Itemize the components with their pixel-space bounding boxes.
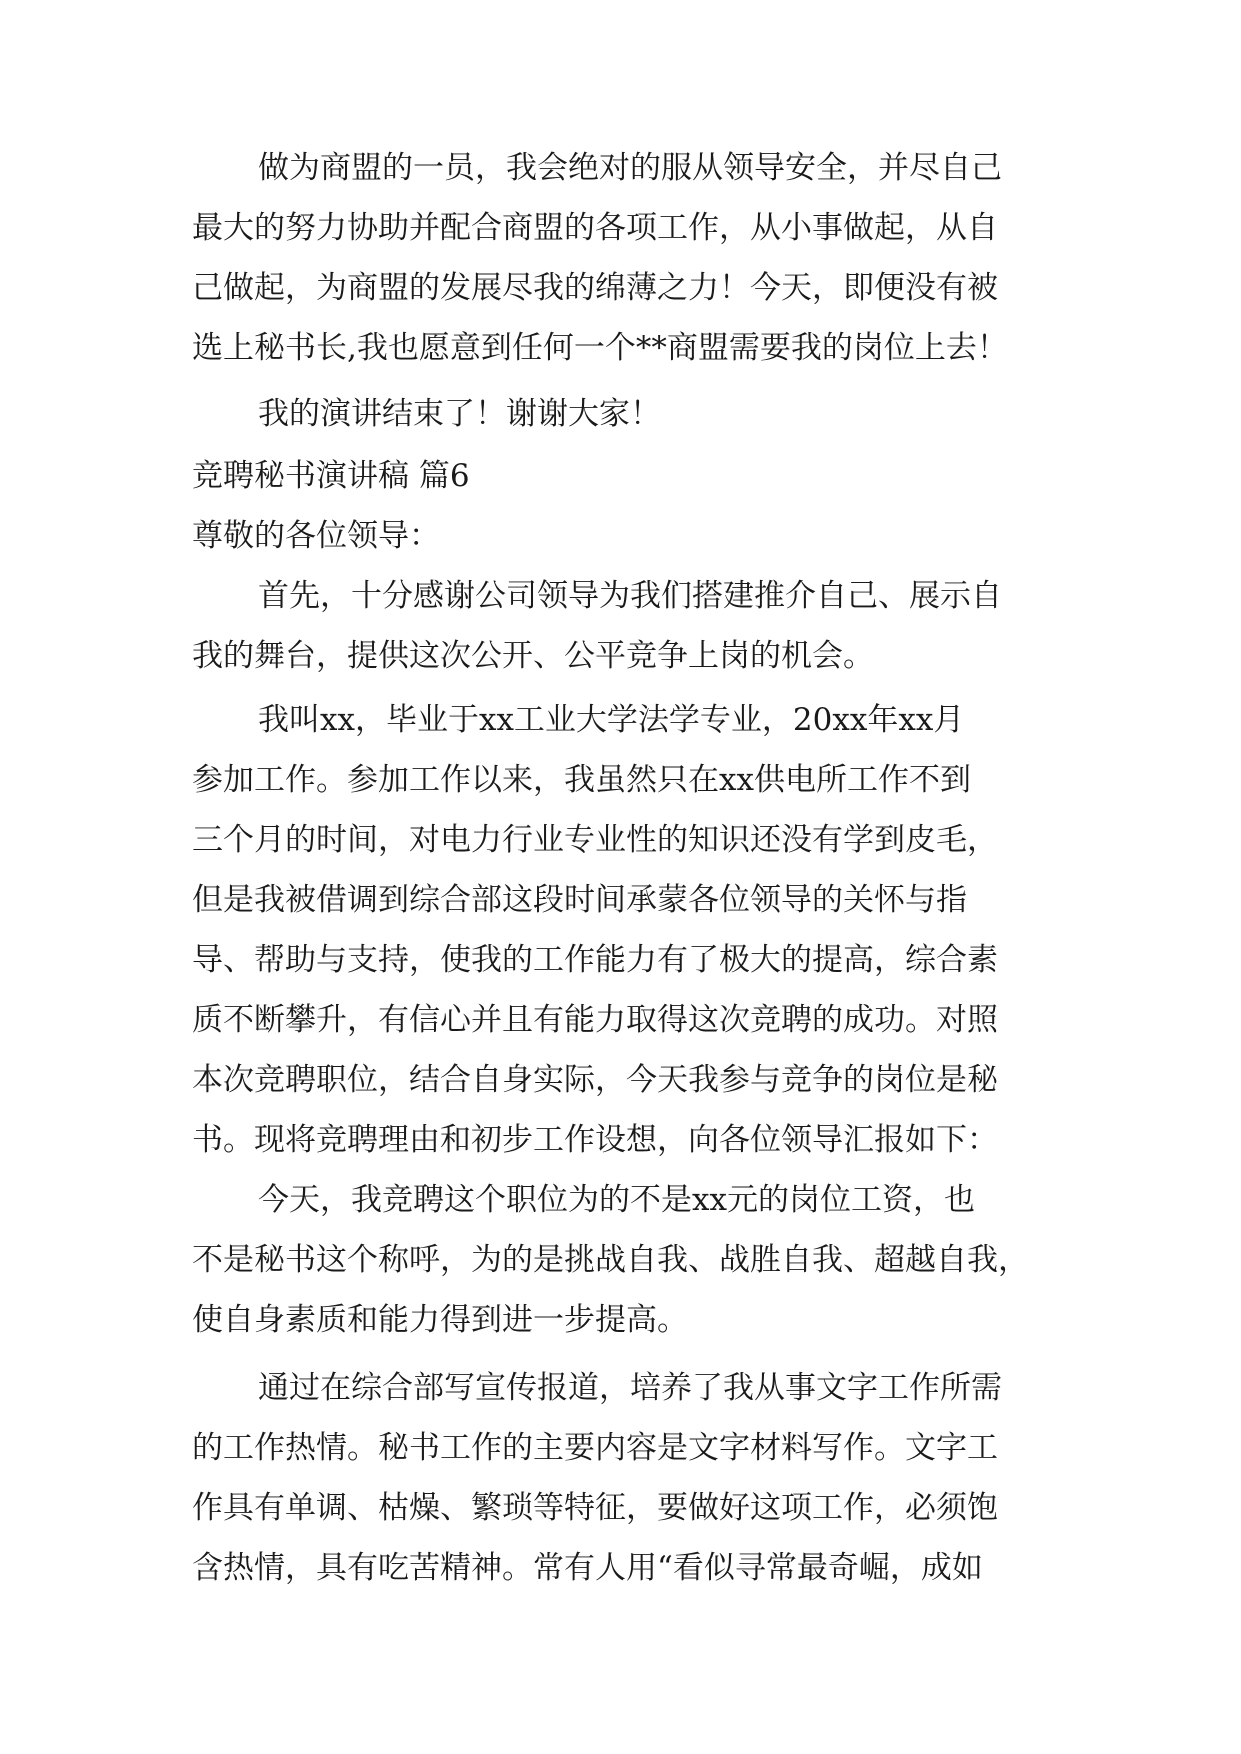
salutation: 尊敬的各位领导： xyxy=(192,518,440,554)
paragraph-line: 己做起，为商盟的发展尽我的绵薄之力！今天，即便没有被 xyxy=(192,270,998,306)
paragraph-line: 书。现将竞聘理由和初步工作设想，向各位领导汇报如下： xyxy=(192,1122,998,1158)
paragraph-line: 作具有单调、枯燥、繁琐等特征，要做好这项工作，必须饱 xyxy=(192,1490,998,1526)
paragraph-line: 不是秘书这个称呼，为的是挑战自我、战胜自我、超越自我， xyxy=(192,1242,1029,1278)
paragraph-line: 的工作热情。秘书工作的主要内容是文字材料写作。文字工 xyxy=(192,1430,998,1466)
paragraph-line: 三个月的时间，对电力行业专业性的知识还没有学到皮毛， xyxy=(192,822,998,858)
paragraph-line: 但是我被借调到综合部这段时间承蒙各位领导的关怀与指 xyxy=(192,882,967,918)
paragraph-line: 质不断攀升，有信心并且有能力取得这次竞聘的成功。对照 xyxy=(192,1002,998,1038)
paragraph-line: 我的演讲结束了！谢谢大家！ xyxy=(258,396,661,432)
section-heading: 竞聘秘书演讲稿 篇6 xyxy=(192,458,470,494)
paragraph-line: 导、帮助与支持，使我的工作能力有了极大的提高，综合素 xyxy=(192,942,998,978)
paragraph-line: 我的舞台，提供这次公开、公平竞争上岗的机会。 xyxy=(192,638,874,674)
paragraph-line: 最大的努力协助并配合商盟的各项工作，从小事做起，从自 xyxy=(192,210,998,246)
paragraph-line: 首先，十分感谢公司领导为我们搭建推介自己、展示自 xyxy=(258,578,1002,614)
paragraph-line: 通过在综合部写宣传报道，培养了我从事文字工作所需 xyxy=(258,1370,1002,1406)
paragraph-line: 使自身素质和能力得到进一步提高。 xyxy=(192,1302,688,1338)
paragraph-line: 参加工作。参加工作以来，我虽然只在xx供电所工作不到 xyxy=(192,762,971,798)
paragraph-line: 今天，我竞聘这个职位为的不是xx元的岗位工资，也 xyxy=(258,1182,975,1218)
paragraph-line: 含热情，具有吃苦精神。常有人用“看似寻常最奇崛，成如 xyxy=(192,1550,983,1586)
paragraph-line: 我叫xx，毕业于xx工业大学法学专业，20xx年xx月 xyxy=(258,702,965,738)
paragraph-line: 选上秘书长,我也愿意到任何一个**商盟需要我的岗位上去！ xyxy=(192,330,1008,366)
paragraph-line: 本次竞聘职位，结合自身实际，今天我参与竞争的岗位是秘 xyxy=(192,1062,998,1098)
paragraph-line: 做为商盟的一员，我会绝对的服从领导安全，并尽自己 xyxy=(258,150,1002,186)
